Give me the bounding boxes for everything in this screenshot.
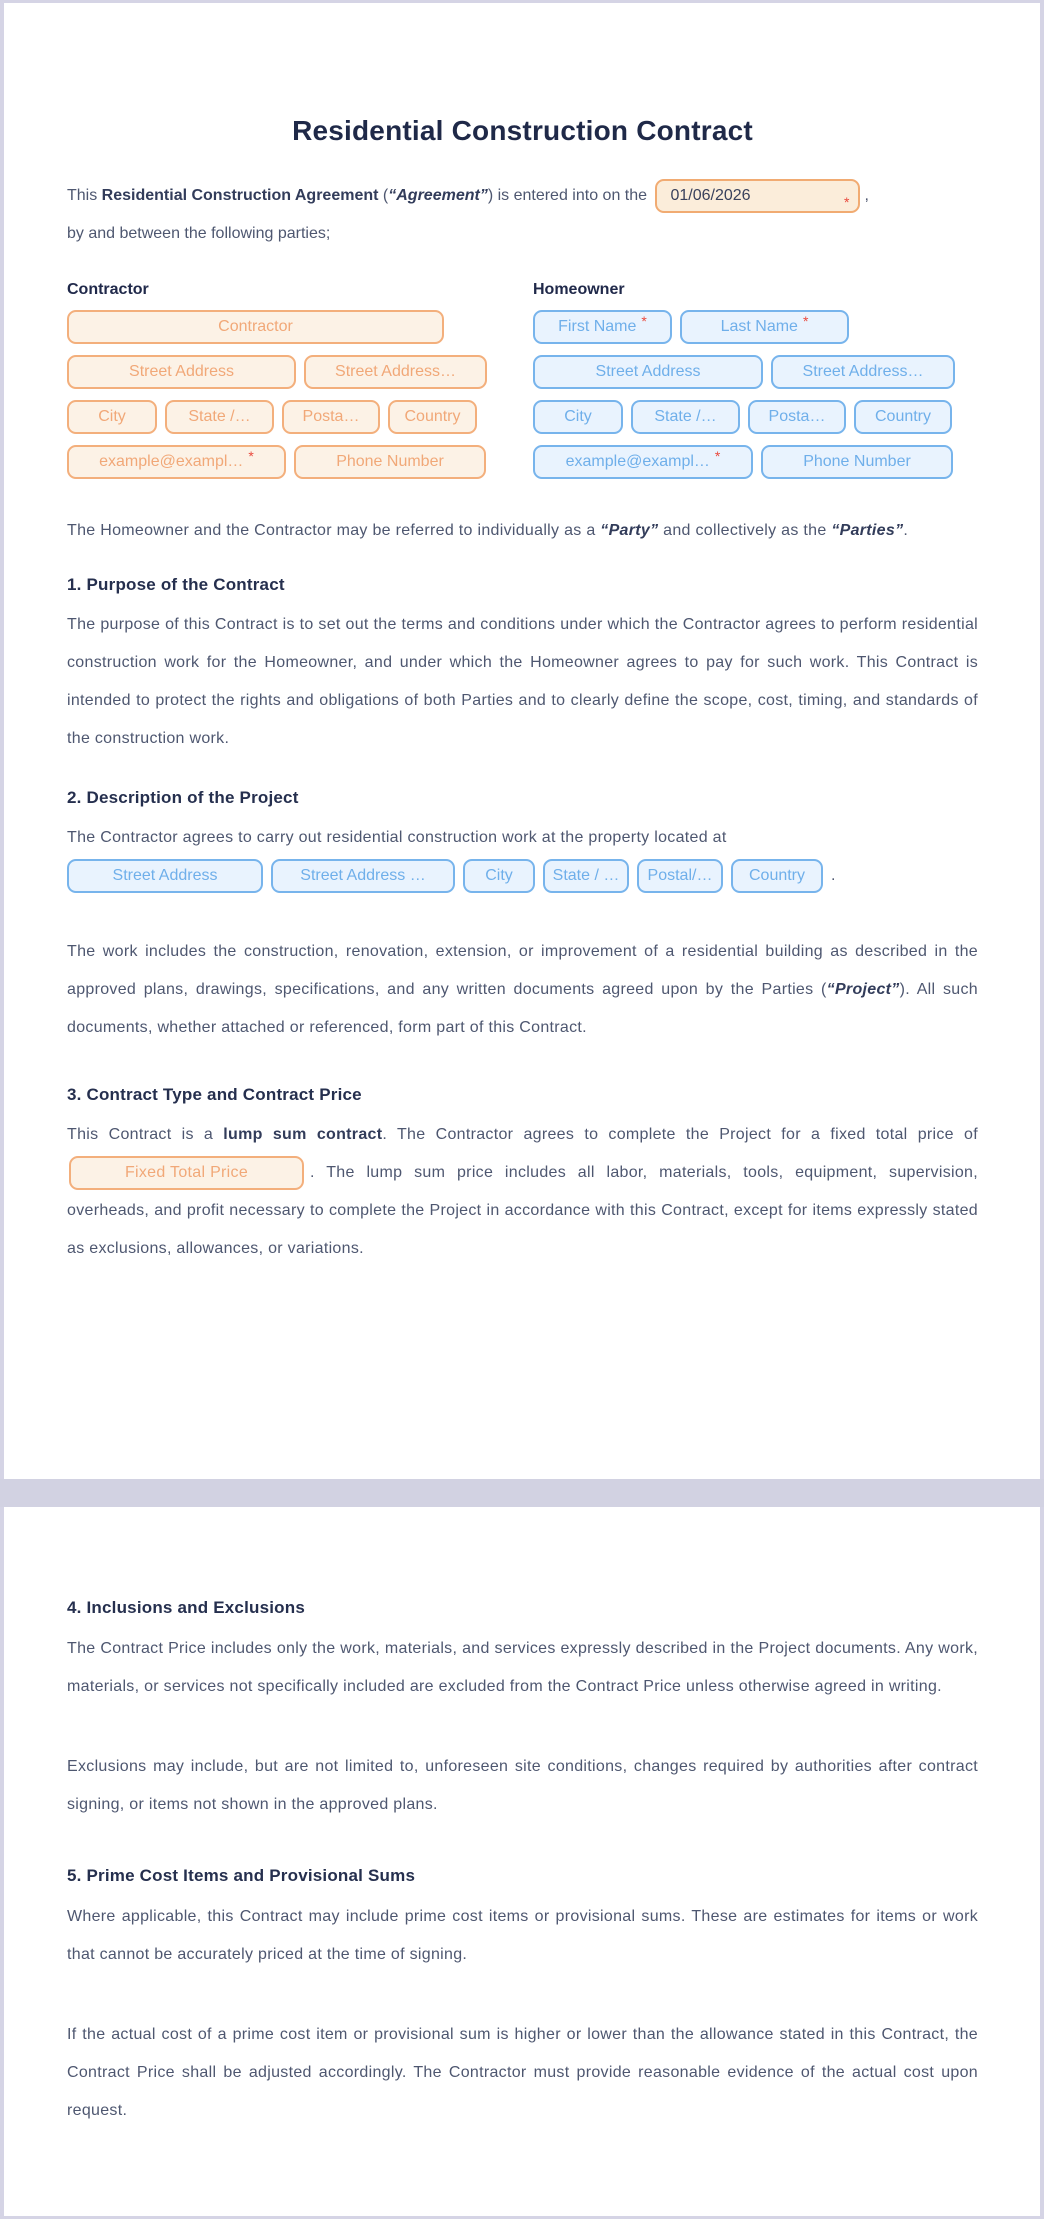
contractor-postal-field[interactable]: Posta… (282, 400, 380, 434)
fixed-total-price-field[interactable]: Fixed Total Price (69, 1156, 304, 1190)
project-city-field[interactable]: City (463, 859, 535, 893)
project-term: “Project” (826, 981, 900, 998)
contractor-street-address-field[interactable]: Street Address (67, 355, 296, 389)
address-period: . (831, 867, 836, 884)
project-street-address-field[interactable]: Street Address (67, 859, 263, 893)
section1-heading: 1. Purpose of the Contract (67, 575, 285, 594)
agreement-date-field[interactable] (655, 179, 860, 213)
section5-paragraph-1: Where applicable, this Contract may include prime cost items or provisional sums. These are estimates for items or work that cannot be accurately priced at the time of signing. (67, 1908, 978, 1963)
page-2 (4, 1507, 1040, 2216)
page-break-gap (0, 1479, 1044, 1507)
homeowner-row-contact (533, 445, 957, 479)
parties-columns (67, 278, 978, 490)
section5-paragraph-2: If the actual cost of a prime cost item or provisional sum is higher or lower than the allowance stated in this Contract, the Contract Price shall be adjusted accordingly. The Contractor must provide reasonable evidence of the actual cost upon request. (67, 2026, 978, 2119)
contractor-state-field[interactable]: State /… (165, 400, 274, 434)
required-asterisk: * (844, 193, 850, 210)
section4-paragraph-1: The Contract Price includes only the work, materials, and services expressly described in the Project documents. Any work, materials, or services not specifically included are excluded from the Contract Price unless otherwise agreed in writing. (67, 1640, 978, 1695)
intro-agreement-term: “Agreement” (388, 187, 488, 204)
contractor-country-field[interactable]: Country (388, 400, 477, 434)
section1-paragraph: The purpose of this Contract is to set out the terms and conditions under which the Contractor agrees to perform residential construction work for the Homeowner, and under which the Homeowner agrees to pay for such work. This Contract is intended to protect the rights and obligations of both Parties and to clearly define the scope, cost, timing, and standards of the construction work. (67, 616, 978, 747)
intro-line2: by and between the following parties; (67, 225, 331, 242)
project-country-field[interactable]: Country (731, 859, 823, 893)
parties-term: “Parties” (831, 522, 904, 539)
homeowner-street-address-field[interactable]: Street Address (533, 355, 763, 389)
homeowner-row-city (533, 400, 957, 434)
required-asterisk: * (641, 313, 647, 329)
homeowner-heading: Homeowner (533, 281, 625, 298)
section3-paragraph: This Contract is a lump sum contract. The Contractor agrees to complete the Project for a fixed total price of Fixed Total Price . The lump sum price includes all labor, materials, tools, equipment, supervision, overheads, and profit necessary to complete the Project in accordance with this Contract, except for items expressly stated as exclusions, allowances, or variations. (67, 1126, 978, 1257)
project-state-field[interactable]: State / … (543, 859, 629, 893)
section3-heading: 3. Contract Type and Contract Price (67, 1085, 362, 1104)
intro-text: This (67, 187, 102, 204)
section4-paragraph-2: Exclusions may include, but are not limited to, unforeseen site conditions, changes required by authorities after contract signing, or items not shown in the approved plans. (67, 1758, 978, 1813)
homeowner-last-name-field[interactable]: Last Name * (680, 310, 849, 344)
section2-heading: 2. Description of the Project (67, 788, 299, 807)
contractor-row-name (67, 310, 491, 344)
intro-paragraph: This Residential Construction Agreement (“Agreement”) is entered into on the 01/06/2026 * , (67, 177, 978, 215)
section2-lead: The Contractor agrees to carry out residential construction work at the property located at (67, 829, 727, 846)
section2-paragraph: The work includes the construction, renovation, extension, or improvement of a residential building as described in the approved plans, drawings, specifications, and any written documents agreed upon by the Parties (“Project”). All such documents, whether attached or referenced, form part of this Contract. (67, 943, 978, 1036)
homeowner-state-field[interactable]: State /… (631, 400, 740, 434)
page-1 (4, 3, 1040, 1479)
party-term: “Party” (600, 522, 659, 539)
contractor-row-city (67, 400, 491, 434)
contractor-email-field[interactable]: example@exampl… * (67, 445, 286, 479)
project-address-row (67, 857, 978, 895)
contractor-street-address2-field[interactable]: Street Address… (304, 355, 487, 389)
contractor-heading: Contractor (67, 281, 149, 298)
homeowner-country-field[interactable]: Country (854, 400, 952, 434)
intro-bold-agreement-title: Residential Construction Agreement (101, 187, 379, 204)
homeowner-row-name (533, 310, 957, 344)
homeowner-phone-field[interactable]: Phone Number (761, 445, 953, 479)
homeowner-email-field[interactable]: example@exampl… * (533, 445, 753, 479)
page-title: Residential Construction Contract (292, 115, 753, 146)
project-street-address2-field[interactable]: Street Address … (271, 859, 455, 893)
lump-sum-term: lump sum contract (223, 1126, 383, 1143)
required-asterisk: * (248, 448, 254, 464)
contractor-row-street (67, 355, 491, 389)
homeowner-postal-field[interactable]: Posta… (748, 400, 846, 434)
homeowner-first-name-field[interactable]: First Name * (533, 310, 672, 344)
contractor-phone-field[interactable]: Phone Number (294, 445, 486, 479)
contractor-name-field[interactable]: Contractor (67, 310, 444, 344)
homeowner-section (533, 278, 957, 490)
homeowner-street-address2-field[interactable]: Street Address… (771, 355, 955, 389)
project-postal-field[interactable]: Postal/… (637, 859, 723, 893)
homeowner-city-field[interactable]: City (533, 400, 623, 434)
section5-heading: 5. Prime Cost Items and Provisional Sums (67, 1866, 416, 1885)
contractor-row-contact (67, 445, 491, 479)
contractor-city-field[interactable]: City (67, 400, 157, 434)
agreement-date-value: 01/06/2026 (670, 186, 751, 204)
contractor-section (67, 278, 491, 490)
document-canvas (0, 3, 1044, 2216)
required-asterisk: * (802, 313, 809, 329)
required-asterisk: * (714, 448, 721, 464)
section4-heading: 4. Inclusions and Exclusions (67, 1598, 305, 1617)
homeowner-row-street (533, 355, 957, 389)
parties-definition-paragraph: The Homeowner and the Contractor may be referred to individually as a “Party” and collectively as the “Parties”. (67, 522, 909, 539)
